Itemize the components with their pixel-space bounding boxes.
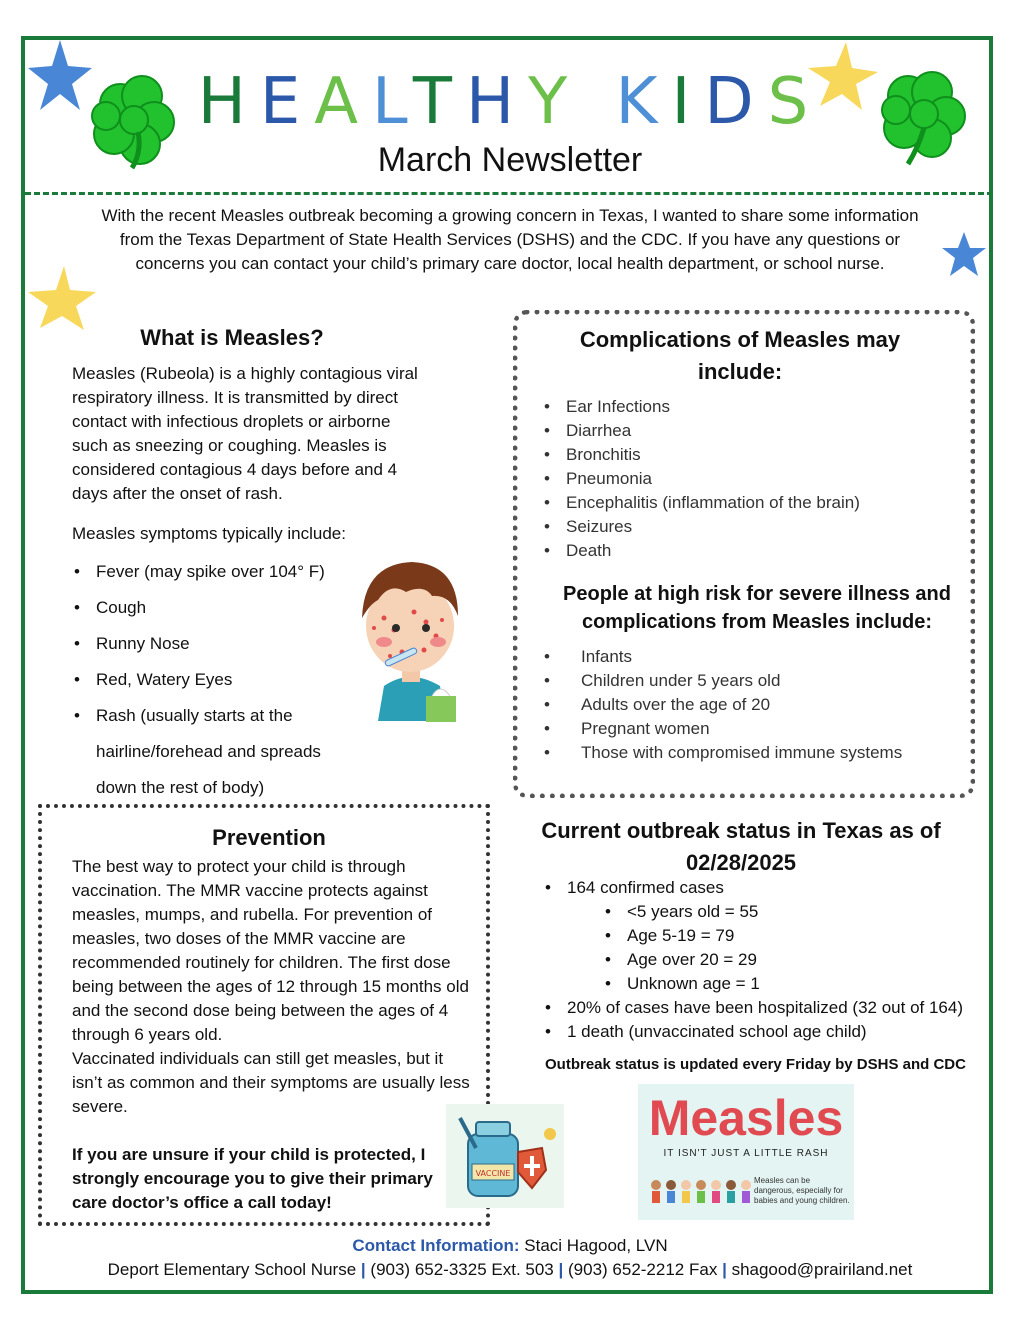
high-risk-heading: People at high risk for severe illness and complications from Measles include: <box>563 583 951 633</box>
title-letter: Y <box>528 65 582 139</box>
age-item: • <5 years old = 55 <box>603 900 963 924</box>
prevention-callout: If you are unsure if your child is protected, I strongly encourage you to give their primary care doctor’s office a call today! <box>72 1145 433 1212</box>
contact-label: Contact Information: <box>352 1236 520 1255</box>
newsletter-title <box>0 66 1020 138</box>
contact-details <box>0 1258 1020 1282</box>
sick-child-illustration <box>354 556 466 726</box>
symptom-item: • Fever (may spike over 104° F) <box>72 554 427 590</box>
title-letter: H <box>465 65 529 139</box>
title-letter: E <box>259 65 315 139</box>
blue-star-icon-small <box>940 230 988 278</box>
contact-line <box>0 1234 1020 1258</box>
measles-poster <box>638 1084 854 1220</box>
contact-fax: (903) 652-2212 Fax <box>568 1260 718 1279</box>
contact-name: Staci Hagood, LVN <box>524 1236 668 1255</box>
intro-paragraph: With the recent Measles outbreak becoming a growing concern in Texas, I wanted to share some information from the Texas Department of State Health Services (DSHS) and the CDC. If you have any questions or concerns you can contact your child’s primary care doctor, local health department, or school nurse. <box>101 206 919 273</box>
symptom-item: • Red, Watery Eyes <box>72 662 427 698</box>
what-is-measles-heading: What is Measles? <box>140 325 324 350</box>
prevention-text: The best way to protect your child is through vaccination. The MMR vaccine protects against measles, mumps, and rubella. For prevention of measles, two doses of the MMR vaccine are recommended routinely for children. The first dose being between the ages of 12 through 15 months old and the second dose being between the ages of 4 through 6 years old. <box>72 857 469 1044</box>
title-letter: K <box>615 65 672 139</box>
risk-item: • Those with compromised immune systems <box>542 741 962 765</box>
title-letter: T <box>412 65 466 139</box>
complications-heading: Complications of Measles may include: <box>579 327 901 384</box>
separator: | <box>722 1260 727 1279</box>
poster-title: Measles <box>648 1090 844 1146</box>
age-item: • Age 5-19 = 79 <box>603 924 963 948</box>
title-letter: D <box>704 65 768 139</box>
children-icon <box>650 1178 754 1206</box>
complication-item: • Diarrhea <box>542 419 942 443</box>
age-item: • Age over 20 = 29 <box>603 948 963 972</box>
age-item: • Unknown age = 1 <box>603 972 963 996</box>
outbreak-item: • 1 death (unvaccinated school age child) <box>543 1020 1003 1044</box>
age-breakdown-list <box>603 900 963 996</box>
newsletter-subtitle: March Newsletter <box>377 141 643 179</box>
complication-item: • Pneumonia <box>542 467 942 491</box>
outbreak-list-2 <box>543 996 1003 1044</box>
symptom-item: • Cough <box>72 590 427 626</box>
outbreak-heading: Current outbreak status in Texas as of 02/28/2025 <box>541 818 941 875</box>
contact-role: Deport Elementary School Nurse <box>107 1260 357 1279</box>
title-letter: L <box>372 65 413 139</box>
contact-phone: (903) 652-3325 Ext. 503 <box>370 1260 554 1279</box>
vaccine-illustration <box>446 1104 564 1208</box>
what-is-measles-text: Measles (Rubeola) is a highly contagious viral respiratory illness. It is transmitted by direct contact with infectious droplets or airborne such as sneezing or coughing. Measles is considered contagious 4 days before and 4 days after the onset of rash. <box>72 364 418 503</box>
complication-item: • Ear Infections <box>542 395 942 419</box>
complication-item: • Death <box>542 539 942 563</box>
separator: | <box>360 1260 366 1279</box>
title-letter: A <box>314 65 373 139</box>
title-letter: H <box>197 65 260 139</box>
outbreak-note: Outbreak status is updated every Friday by DSHS and CDC <box>545 1056 966 1073</box>
risk-item: • Pregnant women <box>542 717 962 741</box>
header-divider <box>25 192 993 195</box>
vaccine-label: VACCINE <box>475 1169 511 1178</box>
risk-item: • Infants <box>542 645 962 669</box>
title-letter: S <box>767 65 823 139</box>
outbreak-item: • 20% of cases have been hospitalized (32 out of 164) <box>543 996 1003 1020</box>
symptom-item: • Runny Nose <box>72 626 427 662</box>
prevention-heading: Prevention <box>212 825 326 850</box>
prevention-text-2: Vaccinated individuals can still get measles, but it isn’t as common and their symptoms are usually less severe. <box>72 1049 470 1116</box>
outbreak-item: • 164 confirmed cases <box>543 876 1003 900</box>
symptoms-intro: Measles symptoms typically include: <box>72 524 346 543</box>
poster-tagline: IT ISN'T JUST A LITTLE RASH <box>663 1148 829 1159</box>
complications-list <box>542 395 942 563</box>
complication-item: • Bronchitis <box>542 443 942 467</box>
title-letter: I <box>671 65 705 139</box>
poster-caption: Measles can be dangerous, especially for babies and young children. <box>754 1176 850 1205</box>
outbreak-list <box>543 876 1003 900</box>
complication-item: • Seizures <box>542 515 942 539</box>
complication-item: • Encephalitis (inflammation of the brain) <box>542 491 942 515</box>
separator: | <box>558 1260 564 1279</box>
risk-item: • Children under 5 years old <box>542 669 962 693</box>
risk-item: • Adults over the age of 20 <box>542 693 962 717</box>
high-risk-list <box>542 645 962 765</box>
contact-email[interactable]: shagood@prairiland.net <box>731 1260 913 1279</box>
symptom-item: • Rash (usually starts at the hairline/forehead and spreads down the rest of body) <box>72 698 356 806</box>
title-letter <box>581 65 615 139</box>
